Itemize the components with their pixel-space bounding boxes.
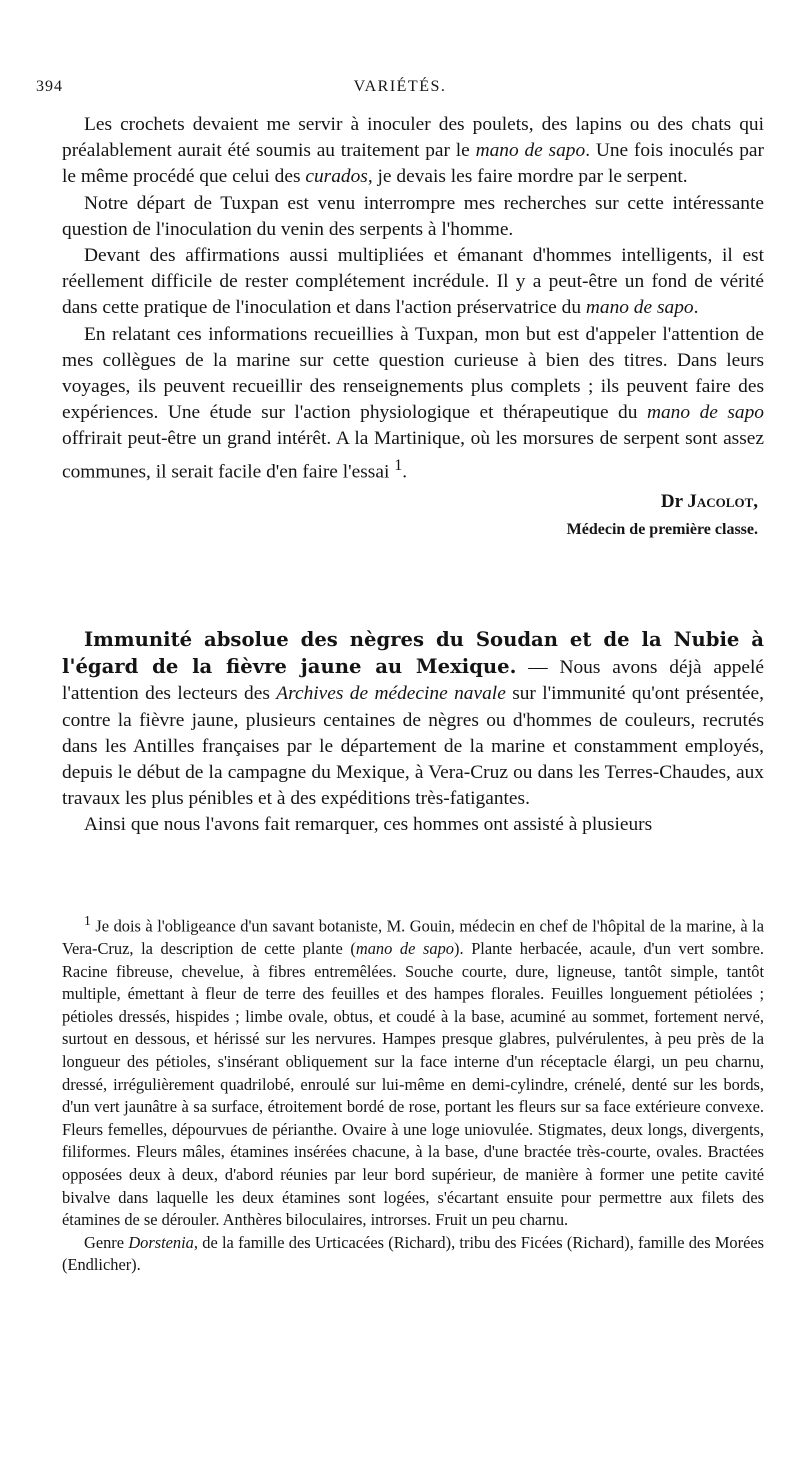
running-header [36, 78, 764, 100]
footnote-ref: 1 [394, 456, 403, 474]
page-number: 394 [36, 78, 63, 95]
section [62, 627, 764, 839]
author-signature: Dr Jacolot, [660, 491, 758, 513]
paragraph: En relatant ces informations recueillies à Tuxpan, mon but est d'appeler l'attention de mes collègues de la marine sur cette question curieuse à bien des titres. Dans leurs voyages, ils peuvent recueillir des renseignements plus complets ; ils peuvent faire des expériences. Une étude sur l'action physiologique et thérapeutique du mano de sapo offrirait peut-être un grand intérêt. A la Martinique, où les morsures de serpent sont assez communes, il serait facile d'en faire l'essai $^1$. [62, 323, 765, 483]
author-role: Médecin de première classe. [566, 521, 758, 539]
paragraph: Devant des affirmations aussi multipliées et émanant d'hommes intelligents, il est réellement difficile de rester complétement incrédule. Il y a peut-être un fond de vérité dans cette pratique de l'inoculation et dans l'action préservatrice du mano de sapo. [62, 245, 764, 319]
section-paragraph: Immunité absolue des nègres du Soudan et de la Nubie à l'égard de la fièvre jaune au Mexique. — Nous avons déjà appelé l'attention des lecteurs des Archives de médecine navale sur l'immunité qu'ont présentée, contre la fièvre jaune, plusieurs centaines de nègres ou d'hommes de couleurs, recrutés dans les Antilles françaises par le département de la marine et constamment employés, depuis le début de la campagne du Mexique, à Vera-Cruz ou dans les Terres-Chaudes, aux travaux les plus pénibles et à des expéditions très-fatigantes. [62, 628, 764, 810]
section-heading: Immunité absolue des nègres du Soudan et de la Nubie à l'égard de la fièvre jaune au Mexique. [62, 628, 764, 679]
footnotes [62, 910, 764, 1277]
footnote-marker: 1 [84, 913, 91, 928]
paragraph: Ainsi que nous l'avons fait remarquer, ces hommes ont assisté à plusieurs [84, 814, 653, 836]
paragraph: Les crochets devaient me servir à inoculer des poulets, des lapins ou des chats qui préalablement aurait été soumis au traitement par le mano de sapo. Une fois inoculés par le même procédé que celui des curados, je devais les faire mordre par le serpent. [62, 114, 764, 188]
paragraph: Notre départ de Tuxpan est venu interrompre mes recherches sur cette intéressante question de l'inoculation du venin des serpents à l'homme. [62, 192, 764, 240]
article-body [62, 112, 764, 541]
footnote: $^1$ Je dois à l'obligeance d'un savant botaniste, M. Gouin, médecin en chef de l'hôpital de la marine, à la Vera-Cruz, la description de cette plante (mano de sapo). Plante herbacée, acaule, d'un vert sombre. Racine fibreuse, chevelue, à fibres entremêlées. Souche courte, dure, ligneuse, tantôt simple, tantôt multiple, émettant à fleur de terre des feuilles et des hampes florales. Feuilles longuement pétiolées ; pétioles dressés, hispides ; limbe ovale, obtus, et coudé à la base, acuminé au sommet, fortement nervé, surtout en dessous, et hérissé sur les nervures. Hampes presque glabres, pulvérulentes, à peu près de la longueur des pétioles, s'insérant obliquement sur la face interne d'un réceptacle élargi, un peu charnu, dressé, irrégulièrement quadrilobé, enroulé sur lui-même en demi-cylindre, crénelé, denté sur les bords, d'un vert jaunâtre à sa surface, étroitement bordé de rose, portant les fleurs sur sa face extérieure convexe. Fleurs femelles, dépourvues de périanthe. Ovaire à une loge uniovulée. Stigmates, deux longs, divergents, filiformes. Fleurs mâles, étamines insérées chacune, à la base, d'une bractée très-courte, ovales. Bractées opposées deux à deux, d'abord réunies par leur bord supérieur, de manière à former une petite cavité bivalve dans laquelle les deux étamines sont logées, s'écartant ensuite pour permettre aux filets des étamines de se dérouler. Anthères biloculaires, introrses. Fruit un peu charnu. [62, 913, 764, 1230]
footnote-genre: Genre Dorstenia, de la famille des Urticacées (Richard), tribu des Ficées (Richard), famille des Morées (Endlicher). [62, 1232, 764, 1275]
running-title: VARIÉTÉS. [353, 78, 447, 95]
